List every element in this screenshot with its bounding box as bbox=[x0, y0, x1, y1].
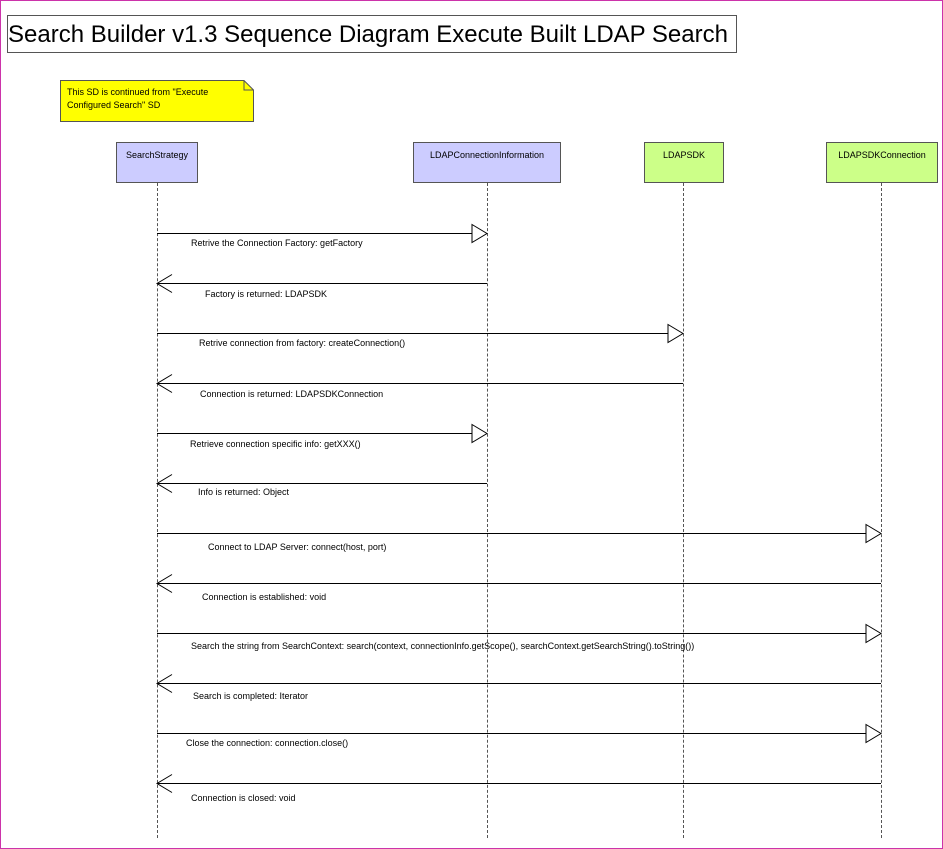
message-arrow-return bbox=[157, 775, 881, 793]
note-text: This SD is continued from "Execute Configured Search" SD bbox=[67, 87, 209, 110]
message-label: Retrieve connection specific info: getXXX() bbox=[190, 439, 361, 449]
lifeline-label: SearchStrategy bbox=[125, 150, 189, 160]
message-label: Search is completed: Iterator bbox=[193, 691, 309, 701]
arrowhead-closed bbox=[668, 325, 683, 343]
message-arrow-call bbox=[157, 625, 881, 643]
message-arrow-return bbox=[157, 675, 881, 693]
lifeline-label: LDAPConnectionInformation bbox=[429, 150, 545, 160]
arrowhead-closed bbox=[866, 525, 881, 543]
message-label: Connection is established: void bbox=[202, 592, 327, 602]
message-label: Search the string from SearchContext: search(context, connectionInfo.getScope(), searchContext.getSearchString().toString()) bbox=[191, 641, 695, 651]
lifeline-label: LDAPSDK bbox=[662, 150, 706, 160]
message-label: Info is returned: Object bbox=[198, 487, 290, 497]
message-label: Connect to LDAP Server: connect(host, port) bbox=[208, 542, 387, 552]
message-arrow-call bbox=[157, 525, 881, 543]
arrowhead-closed bbox=[472, 425, 487, 443]
message-label: Factory is returned: LDAPSDK bbox=[205, 289, 328, 299]
message-label: Connection is closed: void bbox=[191, 793, 296, 803]
arrowhead-closed bbox=[472, 225, 487, 243]
message-label: Close the connection: connection.close() bbox=[186, 738, 349, 748]
message-label: Retrive the Connection Factory: getFactory bbox=[191, 238, 363, 248]
lifeline-label: LDAPSDKConnection bbox=[838, 150, 926, 160]
arrowhead-closed bbox=[866, 725, 881, 743]
arrowhead-closed bbox=[866, 625, 881, 643]
diagram-title: Search Builder v1.3 Sequence Diagram Execute Built LDAP Search bbox=[8, 21, 728, 48]
message-arrow-return bbox=[157, 575, 881, 593]
message-label: Retrive connection from factory: createConnection() bbox=[199, 338, 406, 348]
message-label: Connection is returned: LDAPSDKConnection bbox=[200, 389, 384, 399]
